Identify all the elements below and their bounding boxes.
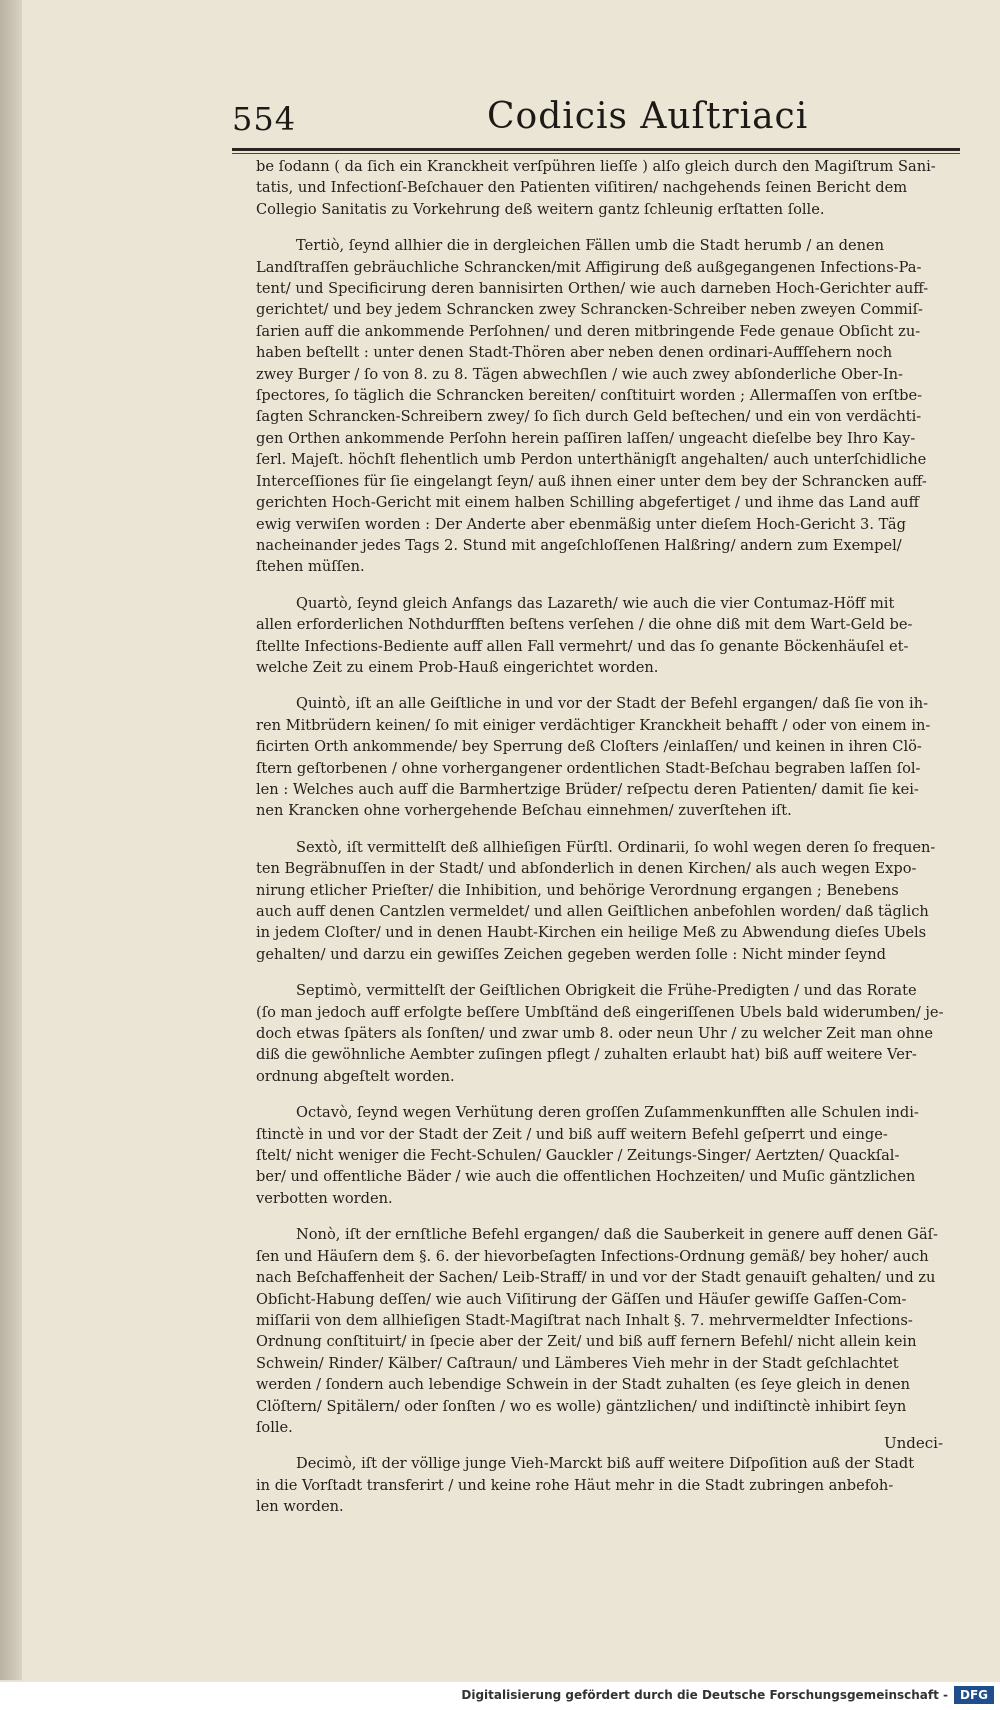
- text-line: Landſtraſſen gebräuchliche Schrancken/mit Affigirung deß außgegangenen Infections-Pa-: [256, 258, 922, 276]
- text-line: Sextò, iſt vermittelſt deß allhieſigen Fürſtl. Ordinarii, ſo wohl wegen deren ſo frequen-: [296, 838, 936, 856]
- text-line: in die Vorſtadt transferirt / und keine rohe Häut mehr in die Stadt zubringen anbefoh-: [256, 1476, 894, 1494]
- text-line: Clöſtern/ Spitälern/ oder ſonſten / wo es wolle) gäntzlichen/ und indiſtinctè inhibirt ſeyn: [256, 1397, 907, 1415]
- text-line: be ſodann ( da ſich ein Kranckheit verſpühren lieſſe ) alſo gleich durch den Magiſtrum Sani-: [256, 158, 936, 175]
- text-line: verbotten worden.: [256, 1189, 393, 1207]
- footer-credit: Digitalisierung gefördert durch die Deutsche Forschungsgemeinschaft -: [461, 1688, 948, 1702]
- text-line: welche Zeit zu einem Prob-Hauß eingerichtet worden.: [256, 658, 659, 676]
- text-line: ewig verwiſen worden : Der Anderte aber ebenmäßig unter dieſem Hoch-Gericht 3. Täg: [256, 515, 906, 533]
- text-line: nirung etlicher Prieſter/ die Inhibition, und behörige Verordnung ergangen ; Benebens: [256, 881, 899, 899]
- text-line: (ſo man jedoch auff erfolgte beſſere Umbſtänd deß eingeriſſenen Ubels bald widerumben/ je-: [256, 1003, 944, 1021]
- text-line: Schwein/ Rinder/ Kälber/ Caſtraun/ und Lämberes Vieh mehr in der Stadt geſchlachtet: [256, 1354, 899, 1372]
- text-line: Quintò, iſt an alle Geiſtliche in und vor der Stadt der Befehl ergangen/ daß ſie von ih-: [296, 695, 929, 713]
- text-line: diß die gewöhnliche Aembter zuſingen pflegt / zuhalten erlaubt hat) biß auff weitere Ver-: [256, 1046, 917, 1064]
- text-line: ſtinctè in und vor der Stadt der Zeit / und biß auff weitern Befehl geſperrt und einge-: [256, 1125, 888, 1143]
- text-line: Decimò, iſt der völlige junge Vieh-Marckt biß auff weitere Diſpoſition auß der Stadt: [296, 1455, 915, 1473]
- text-line: ſerl. Majeſt. höchſt flehentlich umb Perdon unterthänigſt angehalten/ auch unterſchidliche: [256, 451, 927, 469]
- text-line: Septimò, vermittelſt der Geiſtlichen Obrigkeit die Frühe-Predigten / und das Rorate: [296, 982, 917, 1000]
- paragraph: [256, 1224, 954, 1438]
- text-line: nen Krancken ohne vorhergehende Beſchau einnehmen/ zuverſtehen iſt.: [256, 802, 792, 820]
- text-line: Quartò, ſeynd gleich Anfangs das Lazareth/ wie auch die vier Contumaz-Höff mit: [296, 594, 895, 612]
- text-line: ren Mitbrüdern keinen/ ſo mit einiger verdächtiger Kranckheit behafft / oder von einem in-: [256, 716, 931, 734]
- text-line: nach Beſchaffenheit der Sachen/ Leib-Straff/ in und vor der Stadt genauiſt gehalten/ und zu: [256, 1269, 936, 1287]
- header-rule-thin: [232, 153, 960, 154]
- text-line: ſarien auff die ankommende Perſohnen/ und deren mitbringende Fede genaue Obſicht zu-: [256, 322, 921, 340]
- paragraph: [256, 593, 954, 679]
- text-line: zwey Burger / ſo von 8. zu 8. Tägen abwechſlen / wie auch zwey abſonderliche Ober-In-: [256, 365, 903, 383]
- text-line: ſtelt/ nicht weniger die Fecht-Schulen/ Gauckler / Zeitungs-Singer/ Aertzten/ Quackſal-: [256, 1147, 900, 1165]
- text-line: tent/ und Specificirung deren bannisirten Orthen/ wie auch darneben Hoch-Gerichter auff-: [256, 280, 929, 298]
- text-line: auch auff denen Cantzlen vermeldet/ und allen Geiſtlichen anbefohlen worden/ daß täglich: [256, 903, 929, 920]
- paragraph: [256, 837, 954, 965]
- text-line: ten Begräbnuſſen in der Stadt/ und abſonderlich in denen Kirchen/ als auch wegen Expo-: [256, 860, 917, 878]
- paragraph: [256, 980, 954, 1087]
- text-line: ſagten Schrancken-Schreibern zwey/ ſo ſich durch Geld beſtechen/ und ein von verdächti-: [256, 408, 922, 426]
- book-gutter: [0, 0, 22, 1680]
- text-line: gerichten Hoch-Gericht mit einem halben Schilling abgefertiget / und ihme das Land auff: [256, 494, 919, 512]
- text-line: ſtern geſtorbenen / ohne vorhergangener ordentlichen Stadt-Beſchau begraben laſſen ſol-: [256, 759, 921, 777]
- text-line: ſtehen müſſen.: [256, 558, 365, 576]
- dfg-logo: DFG: [954, 1686, 994, 1704]
- text-line: ficirten Orth ankommende/ bey Sperrung deß Cloſters /einlaſſen/ und keinen in ihren Clö-: [256, 738, 922, 756]
- paragraph: [256, 1453, 954, 1517]
- text-line: len : Welches auch auff die Barmhertzige Brüder/ reſpectu deren Patienten/ damit ſie kei-: [256, 780, 919, 798]
- text-line: werden / ſondern auch lebendige Schwein in der Stadt zuhalten (es ſeye gleich in denen: [256, 1376, 911, 1394]
- header-rule: [232, 148, 960, 151]
- text-line: Obſicht-Habung deſſen/ wie auch Viſitirung der Gäſſen und Häuſer gewiſſe Gaſſen-Com-: [256, 1290, 907, 1308]
- text-line: Collegio Sanitatis zu Vorkehrung deß weitern gantz ſchleunig erſtatten ſolle.: [256, 200, 825, 218]
- text-line: tatis, und Infectionſ-Beſchauer den Patienten viſitiren/ nachgehends ſeinen Bericht dem: [256, 179, 908, 197]
- paragraph: [256, 693, 954, 821]
- text-line: Interceſſiones für ſie eingelangt ſeyn/ auß ihnen einer unter dem bey der Schrancken auff-: [256, 472, 927, 490]
- text-line: gehalten/ und darzu ein gewiſſes Zeichen gegeben werden ſolle : Nicht minder ſeynd: [256, 945, 886, 963]
- text-line: Tertiò, ſeynd allhier die in dergleichen Fällen umb die Stadt herumb / an denen: [296, 237, 885, 255]
- text-line: nacheinander jedes Tags 2. Stund mit angeſchloſſenen Halßring/ andern zum Exempel/: [256, 536, 902, 554]
- digitization-footer: [0, 1682, 1000, 1710]
- text-line: gerichtet/ und bey jedem Schrancken zwey Schrancken-Schreiber neben zweyen Commiſ-: [256, 301, 923, 319]
- page-number: 554: [232, 100, 297, 138]
- text-line: haben beſtellt : unter denen Stadt-Thören aber neben denen ordinari-Auffſehern noch: [256, 344, 893, 362]
- page-header: [232, 96, 960, 148]
- paragraph: [256, 156, 954, 220]
- text-line: ber/ und offentliche Bäder / wie auch die offentlichen Hochzeiten/ und Muſic gäntzlichen: [256, 1168, 916, 1186]
- text-line: Ordnung conſtituirt/ in ſpecie aber der Zeit/ und biß auff fernern Befehl/ nicht allein kein: [256, 1333, 917, 1351]
- text-line: in jedem Cloſter/ und in denen Haubt-Kirchen ein heilige Meß zu Abwendung dieſes Ubels: [256, 924, 927, 942]
- text-line: miſſarii von dem allhieſigen Stadt-Magiſtrat nach Inhalt §. 7. mehrvermeldter Infections-: [256, 1311, 913, 1329]
- paragraph: [256, 1102, 954, 1209]
- body-text: [256, 156, 954, 1533]
- text-line: len worden.: [256, 1498, 344, 1516]
- text-line: ſen und Häuſern dem §. 6. der hievorbeſagten Infections-Ordnung gemäß/ bey hoher/ auch: [256, 1247, 929, 1265]
- text-line: Nonò, iſt der ernſtliche Befehl ergangen/ daß die Sauberkeit in genere auff denen Gäſ-: [296, 1226, 938, 1244]
- text-line: doch etwas ſpäters als ſonſten/ und zwar umb 8. oder neun Uhr / zu welcher Zeit man ohne: [256, 1025, 934, 1043]
- text-line: ordnung abgeſtelt worden.: [256, 1067, 455, 1085]
- paragraph: [256, 235, 954, 578]
- text-line: ſtellte Infections-Bediente auff allen Fall vermehrt/ und das ſo genante Böckenhäuſel et-: [256, 637, 909, 655]
- text-line: ſpectores, ſo täglich die Schrancken bereiten/ conſtituirt worden ; Allermaſſen von erſtbe-: [256, 387, 923, 405]
- text-line: Octavò, ſeynd wegen Verhütung deren groſſen Zuſammenkunfften alle Schulen indi-: [296, 1104, 919, 1122]
- text-line: gen Orthen ankommende Perſohn herein paſſiren laſſen/ ungeacht dieſelbe bey Ihro Kay-: [256, 429, 916, 447]
- text-line: ſolle.: [256, 1418, 293, 1436]
- catchword: Undeci-: [884, 1434, 944, 1452]
- text-line: allen erforderlichen Nothdurfften beſtens verſehen / die ohne diß mit dem Wart-Geld be-: [256, 616, 913, 634]
- running-title: Codicis Auſtriaci: [487, 96, 809, 137]
